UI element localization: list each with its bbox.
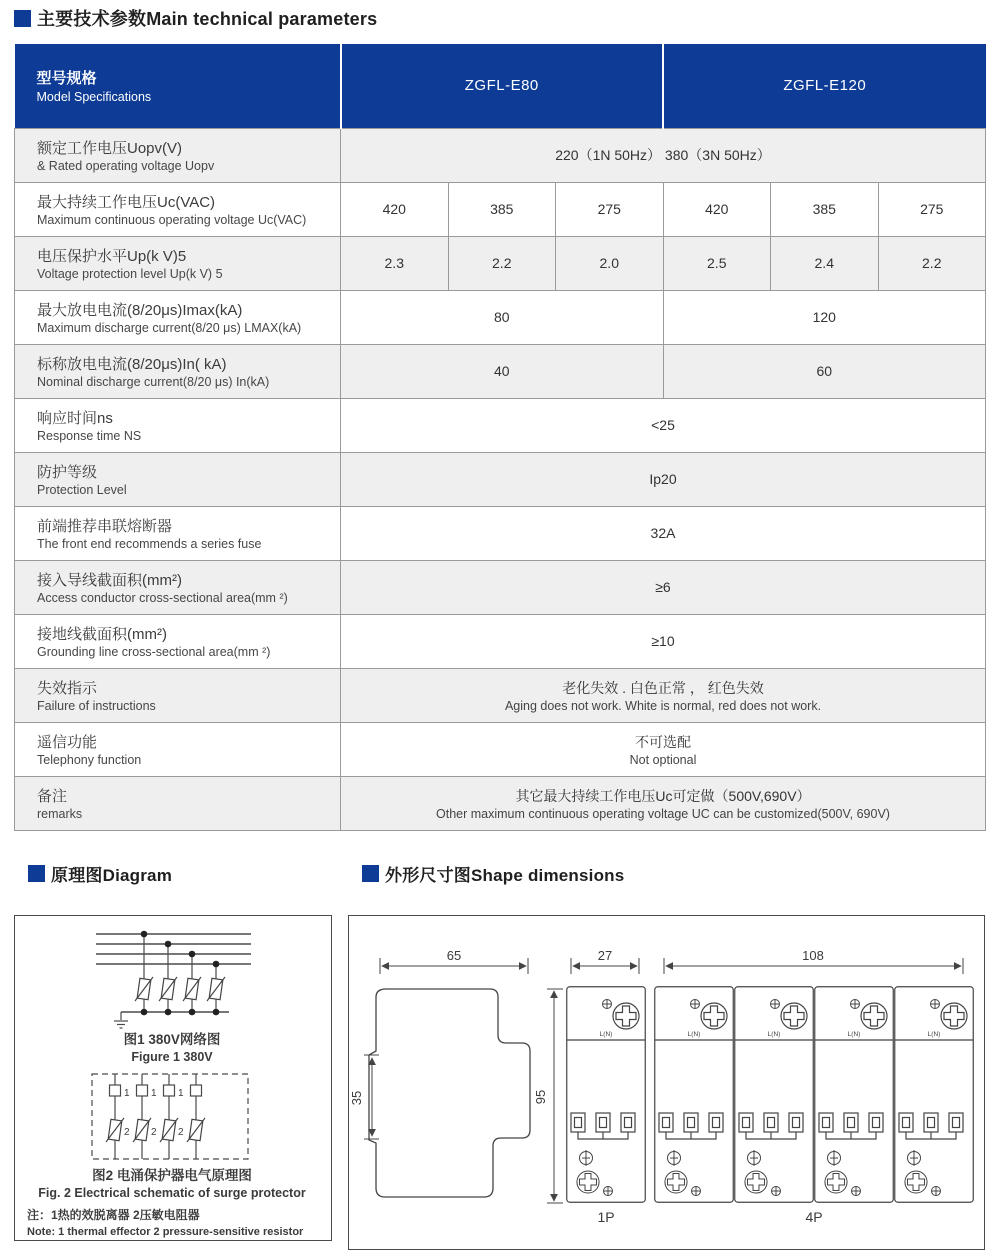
row-label <box>15 506 341 560</box>
diagram-note-en: Note: 1 thermal effector 2 pressure-sensitive resistor <box>27 1225 304 1238</box>
table-row-grounding-line-area <box>15 614 986 668</box>
row-label-en: Response time NS <box>37 429 142 443</box>
table-row-response-time <box>15 398 986 452</box>
main-section-title <box>14 5 1000 31</box>
row-value: 2.0 <box>556 236 664 290</box>
row-label-en: Maximum discharge current(8/20 μs) LMAX(kA) <box>37 321 302 335</box>
table-row-remarks <box>15 776 986 830</box>
row-value: 385 <box>771 182 879 236</box>
row-label-en: Access conductor cross-sectional area(mm ²) <box>37 591 288 605</box>
row-label <box>15 560 341 614</box>
dimensions-section-title-text: 外形尺寸图Shape dimensions <box>385 865 625 885</box>
row-value-zh: 不可选配 <box>635 733 691 750</box>
header-label-en: Model Specifications <box>36 90 152 105</box>
row-label-zh: 备注 <box>37 788 68 805</box>
row-value: 80 <box>341 290 664 344</box>
figure1-network-diagram <box>96 934 251 964</box>
row-label-zh: 电压保护水平Up(k V)5 <box>37 248 187 265</box>
row-value: Ip20 <box>341 452 986 506</box>
svg-text:1: 1 <box>151 1087 157 1099</box>
row-value: 275 <box>878 182 986 236</box>
row-label-zh: 响应时间ns <box>37 410 113 427</box>
row-label <box>15 398 341 452</box>
table-row-telephony-function <box>15 722 986 776</box>
table-row-failure-indication <box>15 668 986 722</box>
header-label-zh: 型号规格 <box>36 70 97 88</box>
row-label <box>15 290 341 344</box>
circuit-diagram-figure <box>15 916 330 1239</box>
row-label-zh: 接入导线截面积(mm²) <box>37 572 182 589</box>
svg-text:1: 1 <box>124 1087 130 1099</box>
figure2-caption-en: Fig. 2 Electrical schematic of surge protector <box>38 1185 306 1200</box>
row-value: 2.4 <box>771 236 879 290</box>
row-value: 2.2 <box>448 236 556 290</box>
figure2-schematic <box>92 1074 248 1159</box>
diagram-column <box>14 861 332 1241</box>
row-label-zh: 额定工作电压Uopv(V) <box>37 140 183 157</box>
table-row-nominal-discharge-current <box>15 344 986 398</box>
row-value-zh: 老化失效 . 白色正常 ， 红色失效 <box>562 679 764 696</box>
header-model-e80: ZGFL-E80 <box>341 44 664 128</box>
row-value: 32A <box>341 506 986 560</box>
svg-text:2: 2 <box>151 1126 157 1138</box>
table-header-row <box>15 44 986 128</box>
figure2-caption-zh: 图2 电涌保护器电气原理图 <box>92 1167 252 1183</box>
table-row-max-continuous-voltage <box>15 182 986 236</box>
svg-text:2: 2 <box>124 1126 130 1138</box>
main-section-title-text: 主要技术参数Main technical parameters <box>37 9 378 29</box>
row-label-en: remarks <box>37 807 83 821</box>
shape-dimensions-box <box>348 915 985 1250</box>
module-4p <box>655 986 974 1202</box>
diagram-note-zh: 注：1热的效脱离器 2压敏电阻器 <box>27 1207 200 1222</box>
row-value: 220（1N 50Hz） 380（3N 50Hz） <box>341 128 986 182</box>
dimensions-section-title <box>362 861 985 886</box>
table-row-access-conductor-area <box>15 560 986 614</box>
row-value-en: Not optional <box>629 752 697 767</box>
row-label <box>15 344 341 398</box>
row-label-en: Nominal discharge current(8/20 μs) In(kA) <box>37 375 270 389</box>
section-bullet-icon <box>362 865 379 882</box>
table-row-max-discharge-current <box>15 290 986 344</box>
row-label-zh: 标称放电电流(8/20μs)In( kA) <box>37 356 227 373</box>
dimensions-column <box>348 861 985 1250</box>
row-label <box>15 776 341 830</box>
shape-dimensions-figure: L(N) 65 27 108 95 35 1P 4P <box>349 916 983 1248</box>
row-label-zh: 遥信功能 <box>37 734 98 751</box>
row-label-zh: 前端推荐串联熔断器 <box>37 518 173 535</box>
row-label <box>15 722 341 776</box>
figure1-caption-en: Figure 1 380V <box>131 1049 213 1064</box>
row-label-en: Failure of instructions <box>37 699 156 713</box>
dim-height-module: 95 <box>533 1089 548 1104</box>
section-bullet-icon <box>14 10 31 27</box>
dim-width-4p: 108 <box>802 947 824 963</box>
diagram-section-title-text: 原理图Diagram <box>51 865 173 885</box>
row-value: 2.2 <box>878 236 986 290</box>
label-1p: 1P <box>597 1208 615 1225</box>
row-label-en: Voltage protection level Up(k V) 5 <box>37 267 223 281</box>
row-value <box>341 722 986 776</box>
figure1-caption-zh: 图1 380V网络图 <box>123 1031 221 1047</box>
row-label-zh: 最大放电电流(8/20μs)Imax(kA) <box>37 302 243 319</box>
row-label <box>15 614 341 668</box>
spec-table <box>14 44 986 831</box>
row-value: 2.3 <box>341 236 449 290</box>
row-value: 275 <box>556 182 664 236</box>
label-4p: 4P <box>805 1208 823 1225</box>
row-label <box>15 452 341 506</box>
row-label-en: The front end recommends a series fuse <box>37 537 262 551</box>
svg-text:2: 2 <box>178 1126 184 1138</box>
diagram-section-title <box>28 861 332 886</box>
dim-width-1p: 27 <box>597 947 613 963</box>
table-row-protection-level <box>15 452 986 506</box>
row-label-zh: 接地线截面积(mm²) <box>37 626 167 643</box>
row-value: ≥6 <box>341 560 986 614</box>
row-label-en: Maximum continuous operating voltage Uc(VAC) <box>37 213 307 227</box>
table-row-series-fuse <box>15 506 986 560</box>
row-label <box>15 668 341 722</box>
row-value: ≥10 <box>341 614 986 668</box>
row-label-en: Grounding line cross-sectional area(mm ²) <box>37 645 271 659</box>
circuit-diagram-box <box>14 915 332 1241</box>
row-value <box>341 668 986 722</box>
row-value: 40 <box>341 344 664 398</box>
row-value: 60 <box>663 344 986 398</box>
row-label-en: Protection Level <box>37 483 127 497</box>
row-label-zh: 防护等级 <box>37 464 98 481</box>
section-bullet-icon <box>28 865 45 882</box>
side-profile-outline <box>369 989 530 1197</box>
row-value: 385 <box>448 182 556 236</box>
row-label <box>15 182 341 236</box>
module-1p <box>567 986 646 1202</box>
row-value: <25 <box>341 398 986 452</box>
row-label-zh: 最大持续工作电压Uc(VAC) <box>37 194 216 211</box>
row-value: 420 <box>341 182 449 236</box>
row-value <box>341 776 986 830</box>
table-row-voltage-protection-level <box>15 236 986 290</box>
row-value: 120 <box>663 290 986 344</box>
row-value-en: Other maximum continuous operating voltage UC can be customized(500V, 690V) <box>436 806 890 821</box>
row-label-en: & Rated operating voltage Uopv <box>37 159 215 173</box>
row-label <box>15 128 341 182</box>
table-row-rated-voltage <box>15 128 986 182</box>
row-value: 420 <box>663 182 771 236</box>
bottom-section <box>14 861 986 1250</box>
row-label-zh: 失效指示 <box>37 680 98 697</box>
figure1-varistors <box>135 977 225 1001</box>
svg-text:1: 1 <box>178 1087 184 1099</box>
header-model-e120: ZGFL-E120 <box>663 44 986 128</box>
row-value-en: Aging does not work. White is normal, red does not work. <box>504 698 822 713</box>
row-label-en: Telephony function <box>37 753 142 767</box>
header-model-spec <box>15 44 341 128</box>
row-value: 2.5 <box>663 236 771 290</box>
dim-height-clip: 35 <box>349 1090 364 1105</box>
dim-width-side: 65 <box>446 947 462 963</box>
row-value-zh: 其它最大持续工作电压Uc可定做（500V,690V） <box>515 787 811 804</box>
row-label <box>15 236 341 290</box>
